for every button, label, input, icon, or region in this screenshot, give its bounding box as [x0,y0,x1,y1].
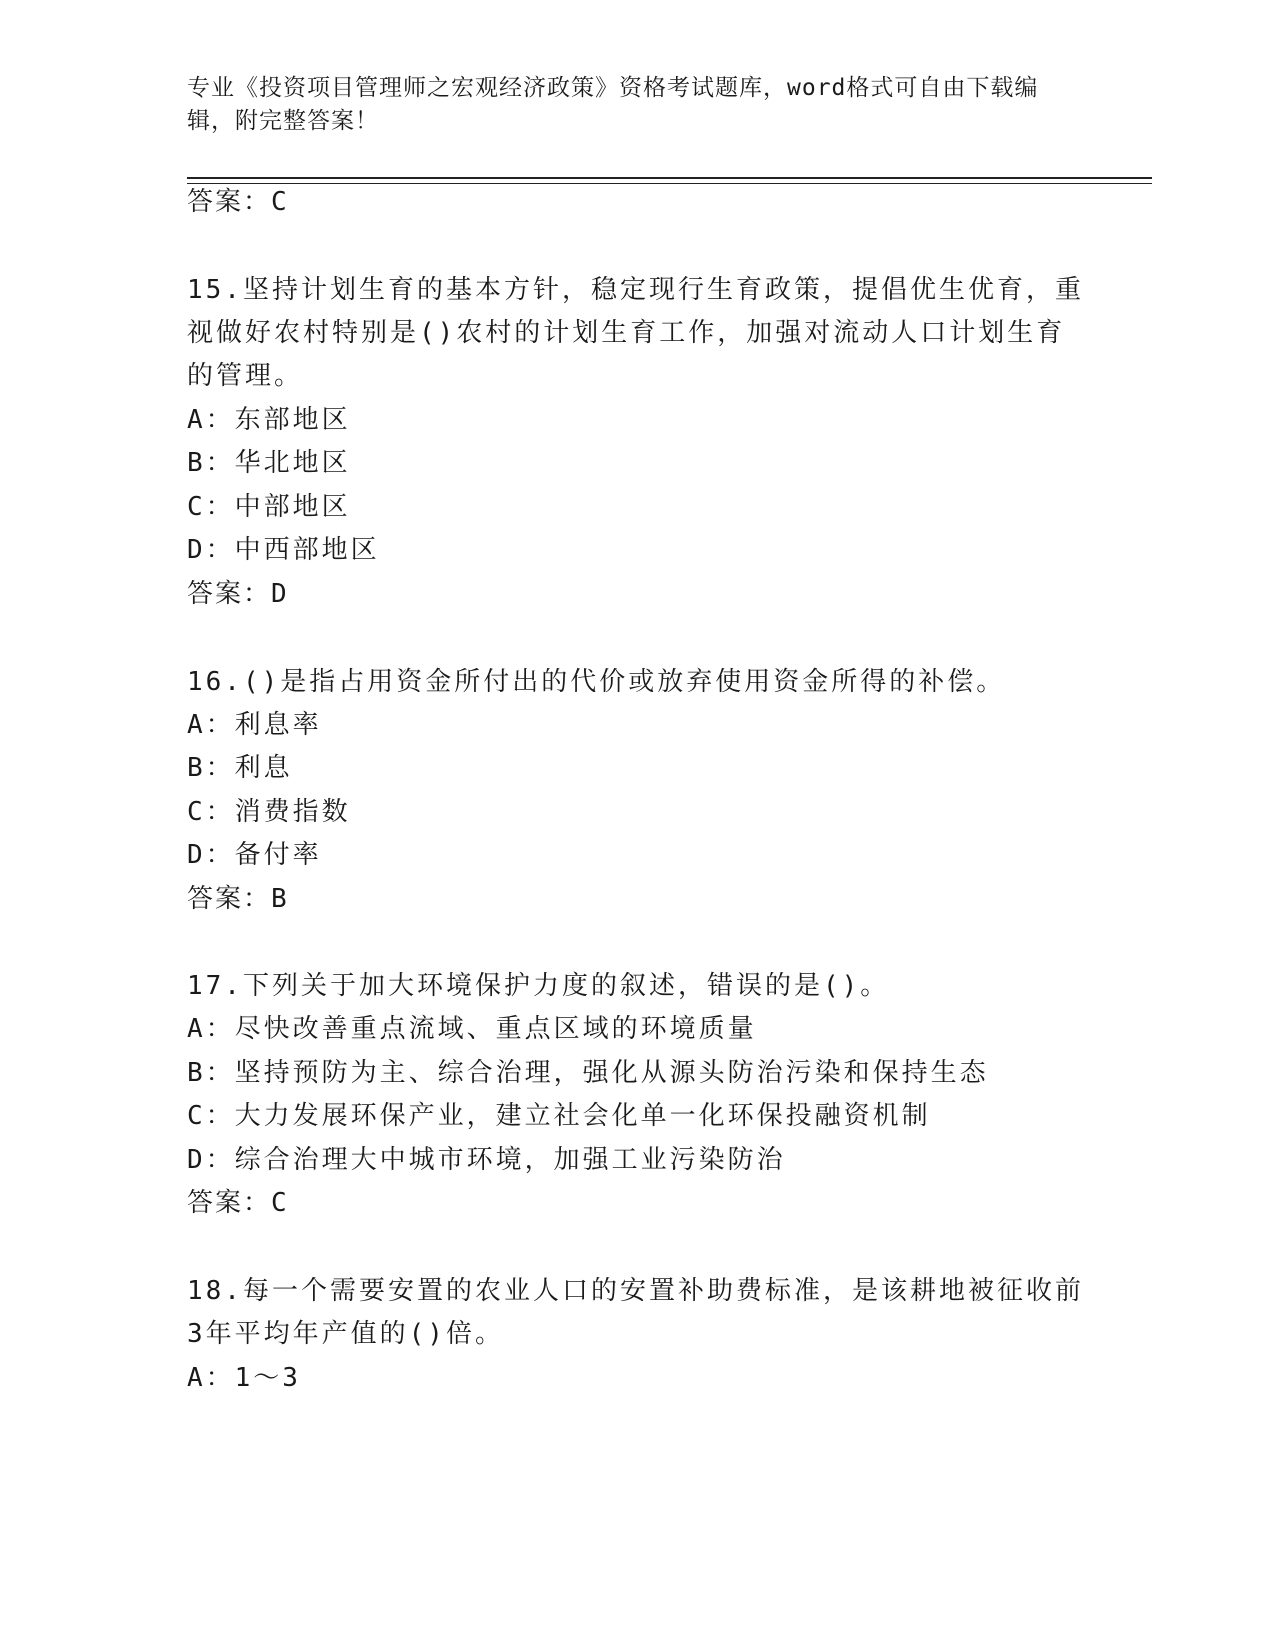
option-d: D：中西部地区 [187,535,380,565]
option-d: D：备付率 [187,840,322,870]
option-a: A：东部地区 [187,405,351,435]
answer-value: C [271,1188,288,1218]
option-a: A：1～3 [187,1363,301,1393]
header-divider-thick [187,177,1152,179]
question-line: 视做好农村特别是()农村的计划生育工作，加强对流动人口计划生育 [187,318,1066,348]
question-line: 16.()是指占用资金所付出的代价或放弃使用资金所得的补偿。 [187,667,1006,697]
option-a: A：尽快改善重点流域、重点区域的环境质量 [187,1014,757,1044]
answer-line [187,1181,288,1225]
answer-label: 答案： [187,1188,272,1218]
answer-value: B [271,884,288,914]
header-divider-thin [187,183,1152,184]
answer-label: 答案： [187,187,272,217]
option-c: C：大力发展环保产业，建立社会化单一化环保投融资机制 [187,1101,931,1131]
option-c: C：消费指数 [187,797,351,827]
answer-value: D [271,579,288,609]
answer-line [187,877,288,921]
answer-value: C [271,187,288,217]
option-d: D：综合治理大中城市环境，加强工业污染防治 [187,1145,786,1175]
option-b: B：利息 [187,753,293,783]
option-c: C：中部地区 [187,492,351,522]
question-line: 的管理。 [187,361,304,391]
question-line: 17.下列关于加大环境保护力度的叙述，错误的是()。 [187,971,890,1001]
question-line: 3年平均年产值的()倍。 [187,1319,504,1349]
option-b: B：坚持预防为主、综合治理，强化从源头防治污染和保持生态 [187,1058,989,1088]
answer-line [187,180,288,224]
question-line: 15.坚持计划生育的基本方针，稳定现行生育政策，提倡优生优育，重 [187,275,1084,305]
answer-line [187,572,288,616]
document-header: 专业《投资项目管理师之宏观经济政策》资格考试题库，word格式可自由下载编辑，附完整答案！ [187,75,1039,134]
answer-label: 答案： [187,884,272,914]
option-b: B：华北地区 [187,448,351,478]
question-line: 18.每一个需要安置的农业人口的安置补助费标准，是该耕地被征收前 [187,1276,1084,1306]
answer-label: 答案： [187,579,272,609]
option-a: A：利息率 [187,710,322,740]
